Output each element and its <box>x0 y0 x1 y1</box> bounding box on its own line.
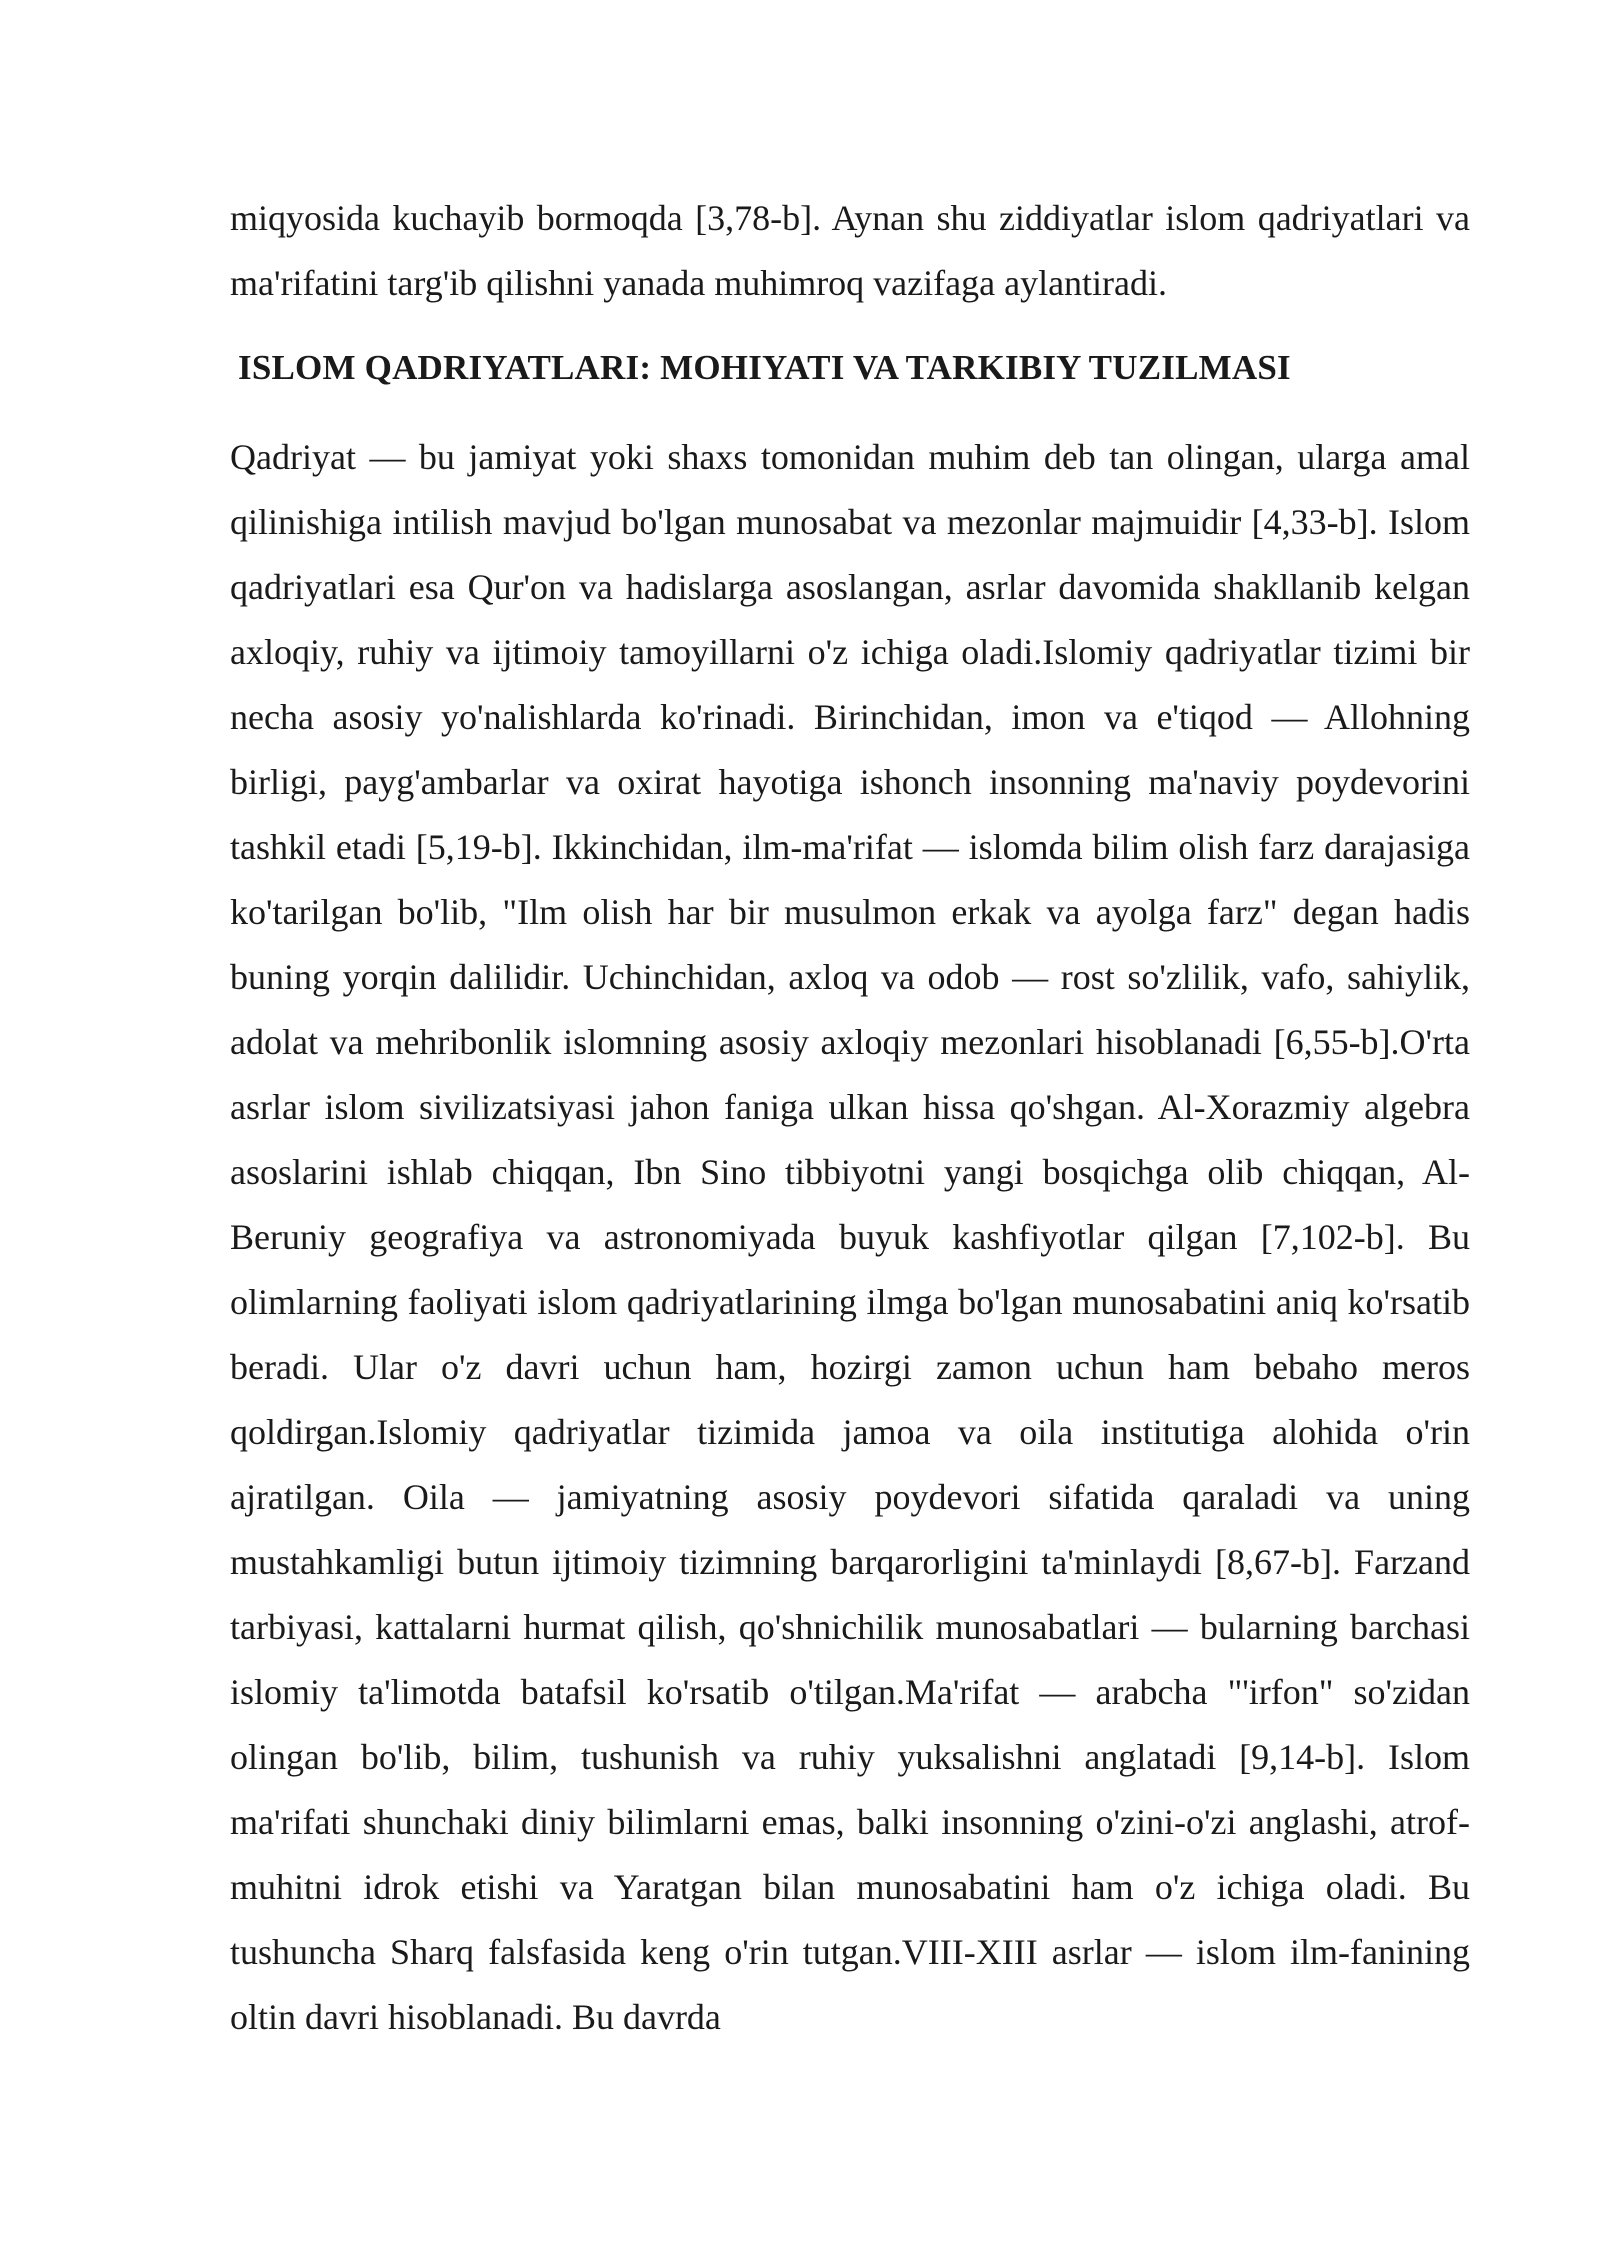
intro-paragraph: miqyosida kuchayib bormoqda [3,78-b]. Aynan shu ziddiyatlar islom qadriyatlari va ma'rifatini targ'ib qilishni yanada muhimroq vazifaga aylantiradi. <box>230 198 1470 303</box>
main-paragraph: Qadriyat — bu jamiyat yoki shaxs tomonidan muhim deb tan olingan, ularga amal qilinishiga intilish mavjud bo'lgan munosabat va mezonlar majmuidir [4,33-b]. Islom qadriyatlari esa Qur'on va hadislarga asoslangan, asrlar davomida shakllanib kelgan axloqiy, ruhiy va ijtimoiy tamoyillarni o'z ichiga oladi.Islomiy qadriyatlar tizimi bir necha asosiy yo'nalishlarda ko'rinadi. Birinchidan, imon va e'tiqod — Allohning birligi, payg'ambarlar va oxirat hayotiga ishonch insonning ma'naviy poydevorini tashkil etadi [5,19-b]. Ikkinchidan, ilm-ma'rifat — islomda bilim olish farz darajasiga ko'tarilgan bo'lib, "Ilm olish har bir musulmon erkak va ayolga farz" degan hadis buning yorqin dalilidir. Uchinchidan, axloq va odob — rost so'zlilik, vafo, sahiylik, adolat va mehribonlik islomning asosiy axloqiy mezonlari hisoblanadi [6,55-b].O'rta asrlar islom sivilizatsiyasi jahon faniga ulkan hissa qo'shgan. Al-Xorazmiy algebra asoslarini ishlab chiqqan, Ibn Sino tibbiyotni yangi bosqichga olib chiqqan, Al-Beruniy geografiya va astronomiyada buyuk kashfiyotlar qilgan [7,102-b]. Bu olimlarning faoliyati islom qadriyatlarining ilmga bo'lgan munosabatini aniq ko'rsatib beradi. Ular o'z davri uchun ham, hozirgi zamon uchun ham bebaho meros qoldirgan.Islomiy qadriyatlar tizimida jamoa va oila institutiga alohida o'rin ajratilgan. Oila — jamiyatning asosiy poydevori sifatida qaraladi va uning mustahkamligi butun ijtimoiy tizimning barqarorligini ta'minlaydi [8,67-b]. Farzand tarbiyasi, kattalarni hurmat qilish, qo'shnichilik munosabatlari — bularning barchasi islomiy ta'limotda batafsil ko'rsatib o'tilgan.Ma'rifat — arabcha "'irfon" so'zidan olingan bo'lib, bilim, tushunish va ruhiy yuksalishni anglatadi [9,14-b]. Islom ma'rifati shunchaki diniy bilimlarni emas, balki insonning o'zini-o'zi anglashi, atrof-muhitni idrok etishi va Yaratgan bilan munosabatini ham o'z ichiga oladi. Bu tushuncha Sharq falsfasida keng o'rin tutgan.VIII-XIII asrlar — islom ilm-fanining oltin davri hisoblanadi. Bu davrda <box>230 437 1470 2037</box>
section-heading: ISLOM QADRIYATLARI: MOHIYATI VA TARKIBIY TUZILMASI <box>238 348 1291 387</box>
